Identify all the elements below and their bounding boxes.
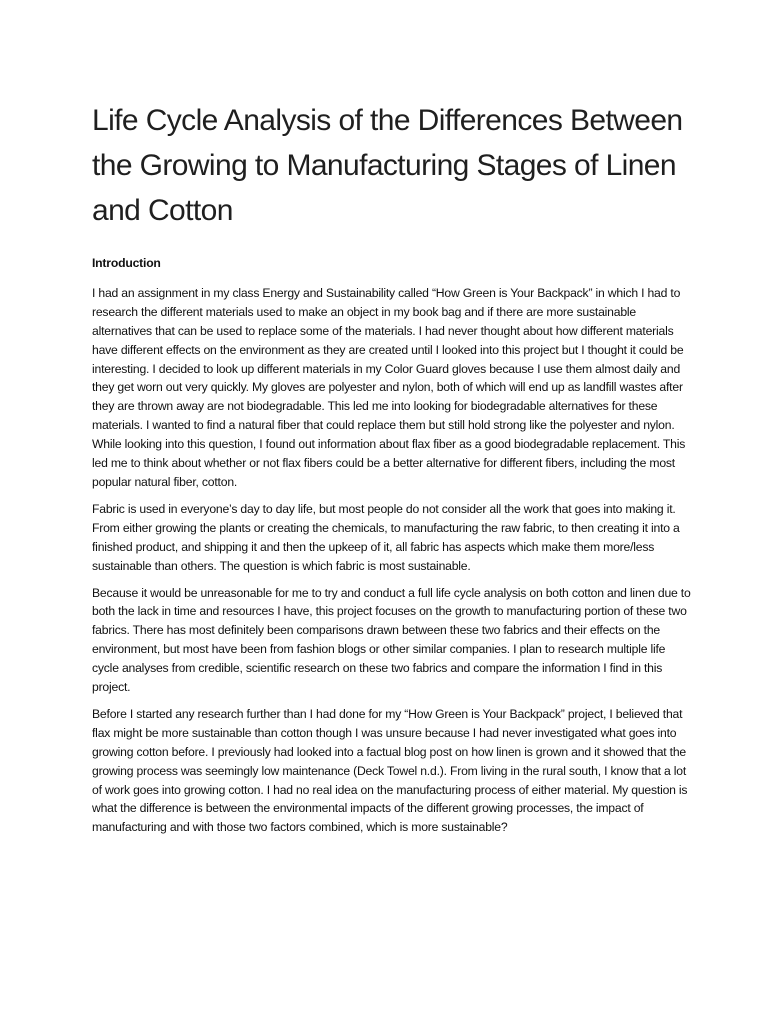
paragraph: I had an assignment in my class Energy and Sustainability called “How Green is Your Backpack” in which I had to research the different materials used to make an object in my book bag and if there are more sustainable alternatives that can be used to replace some of the materials. I had never thought about how different materials have different effects on the environment as they are created until I looked into this project but I thought it could be interesting. I decided to look up different materials in my Color Guard gloves because I use them almost daily and they get worn out very quickly. My gloves are polyester and nylon, both of which will end up as landfill wastes after they are thrown away are not biodegradable. This led me into looking for biodegradable alternatives for these materials. I wanted to find a natural fiber that could replace them but still hold strong like the polyester and nylon. While looking into this question, I found out information about flax fiber as a good biodegradable replacement. This led me to think about whether or not flax fibers could be a better alternative for different fibers, including the most popular natural fiber, cotton. xyxy=(92,285,686,489)
paragraph: Because it would be unreasonable for me to try and conduct a full life cycle analysis on both cotton and linen due to both the lack in time and resources I have, this project focuses on the growth to manufacturing portion of these two fabrics. There has most definitely been comparisons drawn between these two fabrics and their effects on the environment, but most have been from fashion blogs or other similar companies. I plan to research multiple life cycle analyses from credible, scientific research on these two fabrics and compare the information I find in this project. xyxy=(92,585,691,695)
section-heading-introduction: Introduction xyxy=(92,256,161,270)
paragraph: Fabric is used in everyone’s day to day life, but most people do not consider all the work that goes into making it. From either growing the plants or creating the chemicals, to manufacturing the raw fabric, to then creating it into a finished product, and shipping it and then the upkeep of it, all fabric has aspects which make them more/less sustainable than others. The question is which fabric is most sustainable. xyxy=(92,501,680,573)
document-body xyxy=(92,254,692,845)
paragraph: Before I started any research further than I had done for my “How Green is Your Backpack” project, I believed that flax might be more sustainable than cotton though I was unsure because I had never investigated what goes into growing cotton before. I previously had looked into a factual blog post on how linen is grown and it showed that the growing process was seemingly low maintenance (Deck Towel n.d.). From living in the rural south, I know that a lot of work goes into growing cotton. I had no real idea on the manufacturing process of either material. My question is what the difference is between the environmental impacts of the different growing processes, the impact of manufacturing and with those two factors combined, which is more sustainable? xyxy=(92,706,688,835)
document-title: Life Cycle Analysis of the Differences Between the Growing to Manufacturing Stages of Linen and Cotton xyxy=(92,104,683,227)
